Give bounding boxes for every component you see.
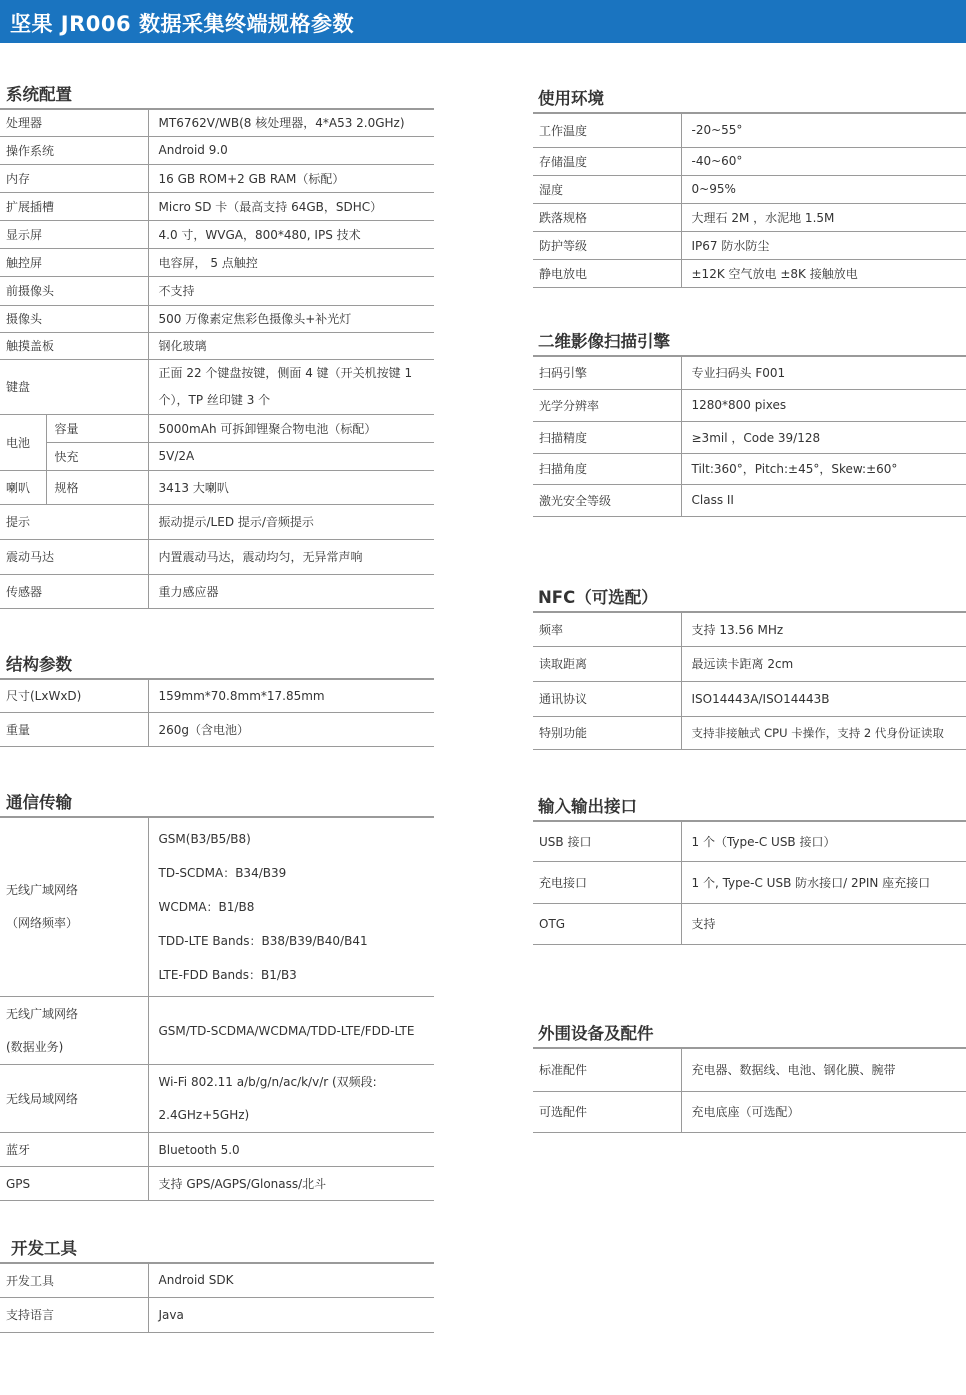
spec-value: 大理石 2M ，水泥地 1.5M [681, 203, 966, 231]
spec-label: 震动马达 [6, 550, 55, 564]
spec-value: 4.0 寸，WVGA，800*480, IPS 技术 [148, 220, 434, 248]
page-title: 坚果 JR006 数据采集终端规格参数 [10, 12, 354, 36]
spec-label: USB 接口 [539, 834, 592, 849]
section-structure [0, 652, 434, 747]
spec-row-engine [533, 356, 966, 389]
spec-label-line: （网络频率） [6, 916, 79, 930]
spec-value: 5V/2A [148, 442, 434, 470]
section-title-comm: 通信传输 [6, 793, 72, 812]
spec-value-line: 2.4GHz+5GHz) [158, 1107, 250, 1122]
spec-value: 支持 [681, 903, 966, 944]
spec-value: 最远读卡距离 2cm [681, 646, 966, 681]
spec-label: 扫描角度 [539, 462, 588, 476]
section-io [533, 794, 966, 945]
section-title-io: 输入输出接口 [538, 797, 637, 816]
spec-value: ISO14443A/ISO14443B [681, 681, 966, 716]
spec-row-size [0, 679, 434, 712]
spec-row-angle [533, 453, 966, 484]
spec-label: 传感器 [6, 584, 43, 599]
spec-table-system [0, 108, 434, 609]
spec-value: IP67 防水防尘 [681, 231, 966, 259]
section-accessories [533, 1021, 966, 1133]
spec-label: 操作系统 [6, 143, 55, 158]
spec-value: GSM/TD-SCDMA/WCDMA/TDD-LTE/FDD-LTE [148, 997, 434, 1065]
spec-value-line: TD-SCDMA：B34/B39 [158, 866, 287, 880]
spec-label: 电池 [0, 414, 46, 470]
spec-value: 正面 22 个键盘按键，侧面 4 键（开关机按键 1 个），TP 丝印键 3 个 [148, 359, 434, 414]
spec-value: 充电底座（可选配） [681, 1091, 966, 1132]
spec-label: 频率 [539, 622, 564, 637]
spec-row-sensor [0, 574, 434, 608]
spec-row-expansion [0, 192, 434, 220]
spec-row-protection [533, 231, 966, 259]
spec-row-weight [0, 712, 434, 746]
spec-label-line: 无线广域网络 [6, 883, 79, 897]
spec-label: 通讯协议 [539, 692, 588, 706]
spec-row-lang [0, 1297, 434, 1332]
spec-label: 无线局域网络 [6, 1092, 79, 1106]
spec-value: 内置震动马达，震动均匀，无异常声响 [148, 539, 434, 574]
spec-label [0, 997, 148, 1065]
spec-row-wwan-freq [0, 817, 434, 997]
spec-row-otg [533, 903, 966, 944]
spec-label: 标准配件 [539, 1063, 588, 1078]
spec-label: 处理器 [6, 116, 43, 131]
spec-value-line: Wi-Fi 802.11 a/b/g/n/ac/k/v/r (双频段: [158, 1074, 377, 1089]
spec-table-structure [0, 678, 434, 747]
section-title-system: 系统配置 [6, 85, 72, 104]
spec-value: 支持 13.56 MHz [681, 612, 966, 646]
spec-row-battery-charge [0, 442, 434, 470]
spec-value-line: WCDMA：B1/B8 [158, 900, 255, 914]
spec-label: 扫码引擎 [539, 366, 588, 381]
spec-row-touch-cover [0, 332, 434, 359]
spec-value: 3413 大喇叭 [148, 470, 434, 504]
spec-label: 存储温度 [539, 154, 588, 169]
spec-label-line: 无线广域网络 [6, 1006, 79, 1021]
spec-row-speaker [0, 470, 434, 504]
spec-value: -20~55° [681, 113, 966, 147]
spec-row-precision [533, 421, 966, 453]
spec-value: 不支持 [148, 276, 434, 305]
spec-row-notify [0, 504, 434, 539]
spec-row-gps [0, 1167, 434, 1201]
section-title-accessories: 外围设备及配件 [538, 1024, 654, 1043]
spec-value: ±12K 空气放电 ±8K 接触放电 [681, 259, 966, 287]
spec-label: 激光安全等级 [539, 493, 612, 508]
spec-table-env [533, 112, 966, 288]
spec-value: MT6762V/WB(8 核处理器，4*A53 2.0GHz) [148, 109, 434, 136]
spec-label: 键盘 [6, 380, 31, 394]
spec-value: 260g（含电池） [148, 712, 434, 746]
spec-row-distance [533, 646, 966, 681]
spec-value: 16 GB ROM+2 GB RAM（标配） [148, 164, 434, 192]
section-devtools [0, 1236, 434, 1333]
spec-label: 尺寸(LxWxD) [6, 689, 82, 704]
spec-row-store-temp [533, 147, 966, 175]
spec-value: 0~95% [681, 175, 966, 203]
section-comm [0, 790, 434, 1201]
spec-label: 显示屏 [6, 227, 43, 242]
spec-row-wlan [0, 1065, 434, 1133]
spec-table-accessories [533, 1047, 966, 1133]
spec-label: 光学分辨率 [539, 398, 600, 413]
spec-label: 读取距离 [539, 657, 588, 671]
spec-row-display [0, 220, 434, 248]
spec-label: 触控屏 [6, 255, 43, 270]
spec-value: 1280*800 pixes [681, 389, 966, 421]
spec-value: 5000mAh 可拆卸锂聚合物电池（标配） [148, 414, 434, 442]
spec-row-vibrator [0, 539, 434, 574]
spec-label: 静电放电 [539, 266, 588, 281]
spec-label-line: (数据业务) [6, 1039, 64, 1054]
spec-value: 振动提示/LED 提示/音频提示 [148, 504, 434, 539]
spec-row-laser [533, 484, 966, 516]
spec-row-camera [0, 305, 434, 332]
spec-value: Class II [681, 484, 966, 516]
spec-value: Android 9.0 [148, 136, 434, 164]
spec-sublabel: 快充 [46, 442, 148, 470]
spec-label [0, 817, 148, 997]
spec-label: 蓝牙 [6, 1143, 31, 1157]
spec-value: 支持非接触式 CPU 卡操作，支持 2 代身份证读取 [681, 716, 966, 749]
spec-row-keyboard [0, 359, 434, 414]
header-banner [0, 0, 966, 43]
spec-row-devtool [0, 1263, 434, 1297]
spec-label: OTG [539, 916, 566, 931]
spec-value: 钢化玻璃 [148, 332, 434, 359]
spec-value: -40~60° [681, 147, 966, 175]
spec-row-freq [533, 612, 966, 646]
spec-label: 触摸盖板 [6, 339, 55, 353]
spec-table-comm [0, 816, 434, 1201]
spec-row-front-camera [0, 276, 434, 305]
spec-value: Tilt:360°，Pitch:±45°，Skew:±60° [681, 453, 966, 484]
spec-value: 充电器、数据线、电池、钢化膜、腕带 [681, 1048, 966, 1091]
spec-table-io [533, 820, 966, 945]
spec-label: 跌落规格 [539, 210, 588, 225]
section-title-structure: 结构参数 [6, 655, 72, 674]
spec-table-nfc [533, 611, 966, 750]
spec-row-touch [0, 248, 434, 276]
spec-row-special [533, 716, 966, 749]
spec-row-bluetooth [0, 1133, 434, 1167]
spec-label: 开发工具 [6, 1273, 55, 1288]
section-system [0, 82, 434, 609]
spec-label: 摄像头 [6, 312, 43, 326]
spec-value: Java [148, 1297, 434, 1332]
section-nfc [533, 585, 966, 750]
spec-label: 可选配件 [539, 1105, 588, 1119]
spec-value [148, 1065, 434, 1133]
spec-row-cpu [0, 109, 434, 136]
spec-row-standard [533, 1048, 966, 1091]
spec-row-memory [0, 164, 434, 192]
spec-row-drop [533, 203, 966, 231]
section-title-nfc: NFC（可选配） [538, 588, 658, 607]
spec-value: Bluetooth 5.0 [148, 1133, 434, 1167]
spec-value: 1 个, Type-C USB 防水接口/ 2PIN 座充接口 [681, 861, 966, 903]
spec-label: 防护等级 [539, 238, 588, 253]
spec-row-wwan-data [0, 997, 434, 1065]
spec-label: 前摄像头 [6, 284, 55, 298]
spec-value: 重力感应器 [148, 574, 434, 608]
spec-value: Android SDK [148, 1263, 434, 1297]
spec-value: 159mm*70.8mm*17.85mm [148, 679, 434, 712]
spec-label: 扫描精度 [539, 430, 588, 445]
spec-label: GPS [6, 1176, 31, 1191]
spec-row-usb [533, 821, 966, 861]
spec-label: 扩展插槽 [6, 199, 55, 214]
spec-value: Micro SD 卡（最高支持 64GB，SDHC） [148, 192, 434, 220]
spec-value: 专业扫码头 F001 [681, 356, 966, 389]
spec-value [148, 817, 434, 997]
spec-row-optional [533, 1091, 966, 1132]
spec-value-line: LTE-FDD Bands：B1/B3 [158, 968, 297, 982]
spec-row-battery-capacity [0, 414, 434, 442]
section-scanner [533, 329, 966, 517]
spec-table-scanner [533, 355, 966, 517]
spec-table-devtools [0, 1262, 434, 1333]
spec-value: 500 万像素定焦彩色摄像头+补光灯 [148, 305, 434, 332]
spec-label: 特别功能 [539, 726, 588, 740]
spec-row-protocol [533, 681, 966, 716]
spec-label: 充电接口 [539, 875, 588, 890]
spec-label: 提示 [6, 515, 31, 529]
spec-value-line: TDD-LTE Bands：B38/B39/B40/B41 [158, 934, 368, 948]
spec-value: ≥3mil ，Code 39/128 [681, 421, 966, 453]
spec-label: 工作温度 [539, 123, 588, 138]
spec-row-esd [533, 259, 966, 287]
spec-sublabel: 容量 [46, 414, 148, 442]
spec-value-line: GSM(B3/B5/B8) [158, 832, 251, 846]
spec-row-resolution [533, 389, 966, 421]
spec-row-humidity [533, 175, 966, 203]
spec-value: 支持 GPS/AGPS/Glonass/北斗 [148, 1167, 434, 1201]
spec-label: 湿度 [539, 182, 564, 197]
section-title-scanner: 二维影像扫描引擎 [538, 332, 670, 351]
spec-row-charge [533, 861, 966, 903]
section-title-devtools: 开发工具 [11, 1239, 77, 1258]
section-env [533, 86, 966, 288]
section-title-env: 使用环境 [538, 89, 604, 108]
spec-label: 重量 [6, 722, 31, 737]
spec-label: 支持语言 [6, 1308, 55, 1322]
spec-value: 1 个（Type-C USB 接口） [681, 821, 966, 861]
spec-label: 喇叭 [6, 480, 31, 495]
spec-row-os [0, 136, 434, 164]
spec-sublabel: 规格 [46, 470, 148, 504]
spec-label: 内存 [6, 171, 31, 186]
spec-value: 电容屏， 5 点触控 [148, 248, 434, 276]
spec-row-work-temp [533, 113, 966, 147]
